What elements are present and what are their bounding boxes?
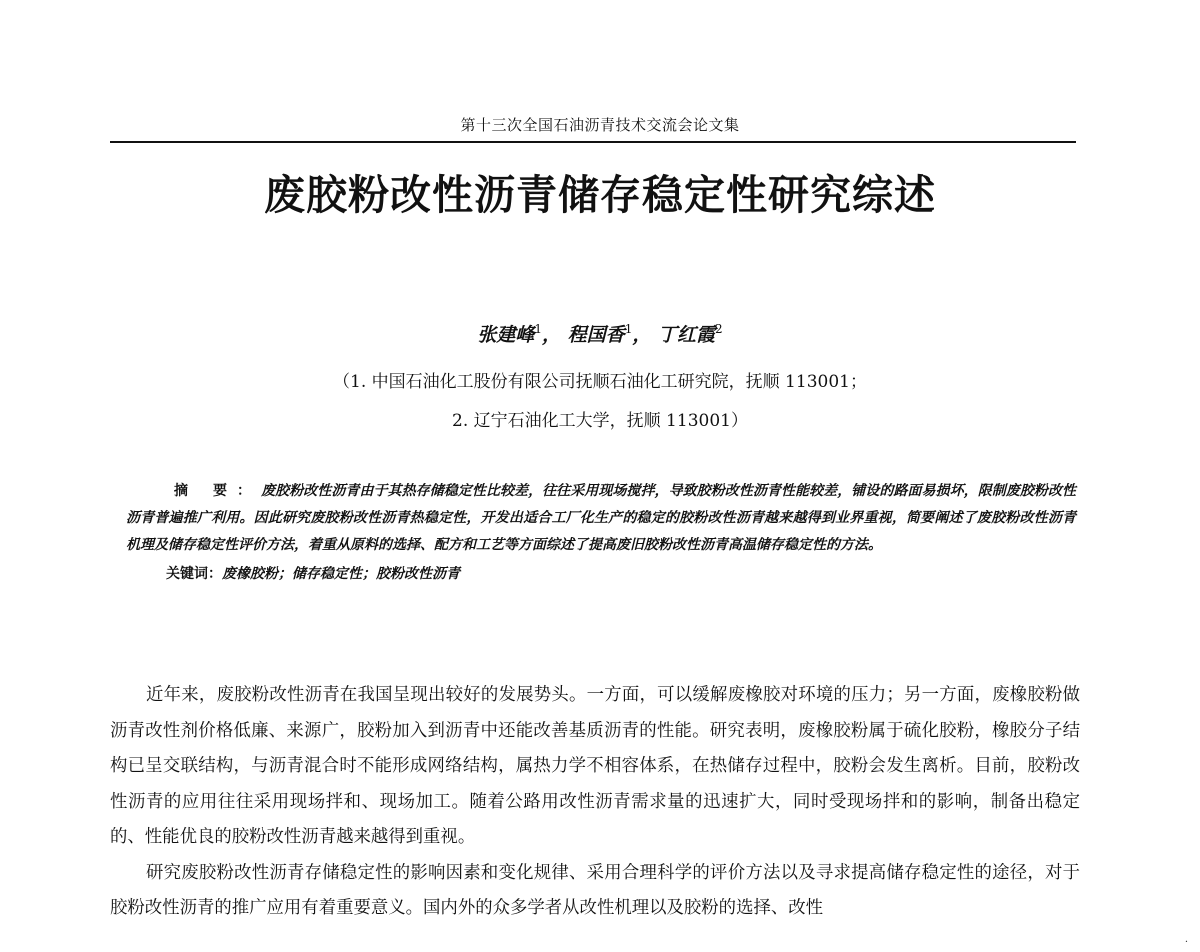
header-rule	[110, 141, 1076, 143]
abstract-text: 废胶粉改性沥青由于其热存储稳定性比较差，往往采用现场搅拌，导致胶粉改性沥青性能较差，铺设的路面易损坏，限制废胶粉改性沥青普遍推广利用。因此研究废胶粉改性沥青热稳定性，开发出适合工厂化生产的稳定的胶粉改性沥青越来越得到业界重视，简要阐述了废胶粉改性沥青机理及储存稳定性评价方法，着重从原料的选择、配方和工艺等方面综述了提高废旧胶粉改性沥青高温储存稳定性的方法。	[126, 483, 1077, 553]
author-name: 程国香	[567, 324, 625, 346]
body-paragraph: 研究废胶粉改性沥青存储稳定性的影响因素和变化规律、采用合理科学的评价方法以及寻求提高储存稳定性的途径，对于胶粉改性沥青的推广应用有着重要意义。国内外的众多学者从改性机理以及胶粉的选择、改性	[110, 862, 1080, 918]
author-affiliation-mark: 1	[534, 322, 543, 336]
author-list	[0, 320, 1200, 347]
running-header: 第十三次全国石油沥青技术交流会论文集	[460, 116, 740, 134]
keywords-label: 关键词：	[166, 566, 222, 582]
keywords	[126, 561, 1076, 588]
body-paragraph: 近年来，废胶粉改性沥青在我国呈现出较好的发展势头。一方面，可以缓解废橡胶对环境的压力；另一方面，废橡胶粉做沥青改性剂价格低廉、来源广，胶粉加入到沥青中还能改善基质沥青的性能。研究表明，废橡胶粉属于硫化胶粉，橡胶分子结构已呈交联结构，与沥青混合时不能形成网络结构，属热力学不相容体系，在热储存过程中，胶粉会发生离析。目前，胶粉改性沥青的应用往往采用现场拌和、现场加工。随着公路用改性沥青需求量的迅速扩大，同时受现场拌和的影响，制备出稳定的、性能优良的胶粉改性沥青越来越得到重视。	[110, 685, 1080, 847]
author-affiliation-mark: 2	[714, 322, 723, 336]
keywords-text: 废橡胶粉；储存稳定性；胶粉改性沥青	[222, 566, 460, 582]
affiliation-line: （1. 中国石油化工股份有限公司抚顺石油化工研究院，抚顺 113001；	[333, 372, 867, 392]
body-text	[110, 678, 1080, 927]
paper-title: 废胶粉改性沥青储存稳定性研究综述	[264, 171, 936, 219]
author-name: 张建峰	[477, 324, 535, 346]
author-separator: ，	[542, 324, 562, 346]
abstract-section	[126, 478, 1076, 588]
affiliation-line: 2. 辽宁石油化工大学，抚顺 113001）	[452, 411, 748, 431]
scan-mark: ·	[1184, 937, 1188, 948]
abstract-label: 摘 要：	[174, 483, 262, 499]
author-separator: ，	[632, 324, 652, 346]
abstract-paragraph	[126, 478, 1076, 559]
author-affiliation-mark: 1	[624, 322, 633, 336]
author-name: 丁红霞	[657, 324, 715, 346]
